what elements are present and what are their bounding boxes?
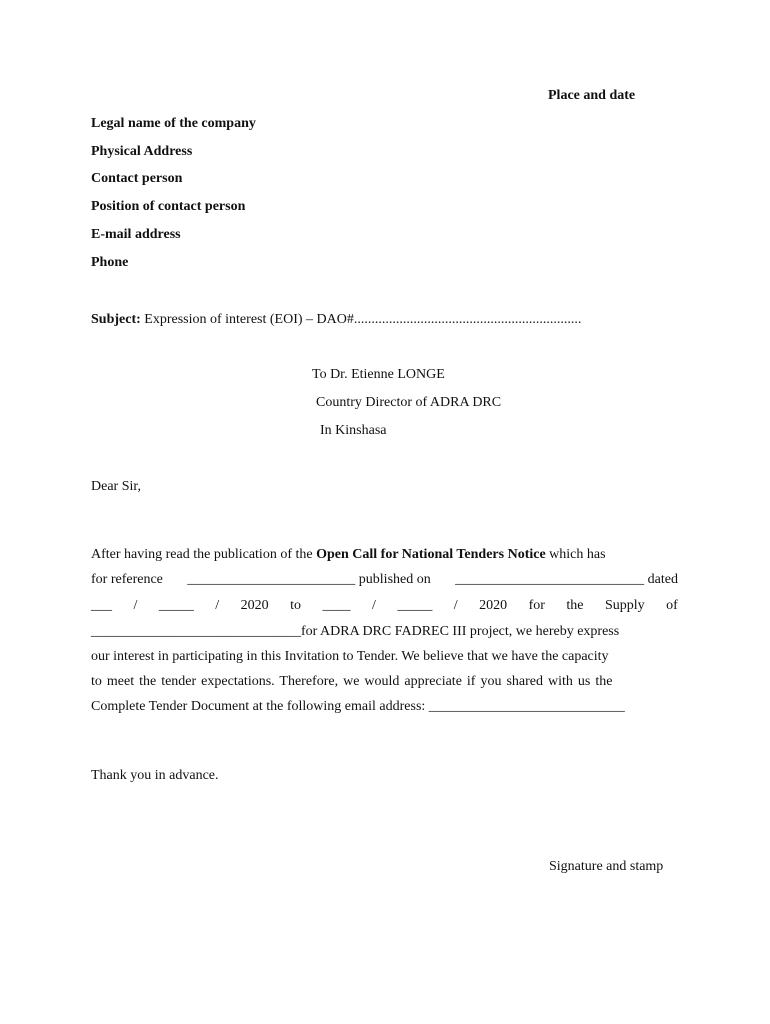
body-line-1-pre: After having read the publication of the: [91, 547, 317, 562]
body-line-6: to meet the tender expectations. Therefore, we would appreciate if you shared with us the: [91, 674, 613, 689]
recipient-location: In Kinshasa: [320, 423, 387, 438]
subject-label: Subject:: [91, 312, 141, 327]
date-token: _____: [397, 598, 433, 613]
recipient-title: Country Director of ADRA DRC: [316, 395, 502, 410]
closing: Thank you in advance.: [91, 768, 219, 783]
date-token: /: [133, 598, 138, 613]
body-line-4: ______________________________for ADRA DRC FADREC III project, we hereby express: [91, 624, 620, 639]
phone-label: Phone: [91, 255, 129, 270]
signature-and-stamp: Signature and stamp: [549, 859, 664, 874]
body-line-7: Complete Tender Document at the following email address: ____________________________: [91, 699, 625, 714]
email-label: E-mail address: [91, 227, 181, 242]
date-token: /: [453, 598, 458, 613]
date-token: /: [215, 598, 220, 613]
date-token: 2020: [479, 598, 508, 613]
body-line-5: our interest in participating in this Invitation to Tender. We believe that we have the capacity: [91, 649, 609, 664]
physical-address-label: Physical Address: [91, 144, 193, 159]
subject-line: [91, 312, 581, 328]
date-token: ___: [91, 598, 112, 613]
published-on-label: ________________________ published on: [187, 572, 431, 587]
position-label: Position of contact person: [91, 199, 246, 214]
date-token: _____: [158, 598, 194, 613]
date-token: of: [666, 598, 678, 613]
reference-label: for reference: [91, 572, 163, 587]
date-token: Supply: [604, 598, 645, 613]
dated-label: ___________________________ dated: [455, 572, 678, 587]
place-and-date: Place and date: [548, 88, 636, 103]
date-token: 2020: [240, 598, 269, 613]
date-token: ____: [322, 598, 351, 613]
company-name-label: Legal name of the company: [91, 116, 256, 131]
recipient-name: To Dr. Etienne LONGE: [312, 367, 445, 382]
date-token: the: [566, 598, 584, 613]
body-line-2: [91, 572, 678, 588]
date-token: /: [371, 598, 376, 613]
date-token: to: [290, 598, 302, 613]
body-line-1: [91, 547, 678, 563]
subject-text: Expression of interest (EOI) – DAO#.................................................................: [140, 312, 582, 327]
date-token: for: [528, 598, 545, 613]
notice-title: Open Call for National Tenders Notice: [316, 547, 546, 562]
contact-person-label: Contact person: [91, 171, 183, 186]
salutation: Dear Sir,: [91, 479, 141, 494]
body-line-3: [91, 598, 678, 614]
body-line-1-post: which has: [545, 547, 606, 562]
